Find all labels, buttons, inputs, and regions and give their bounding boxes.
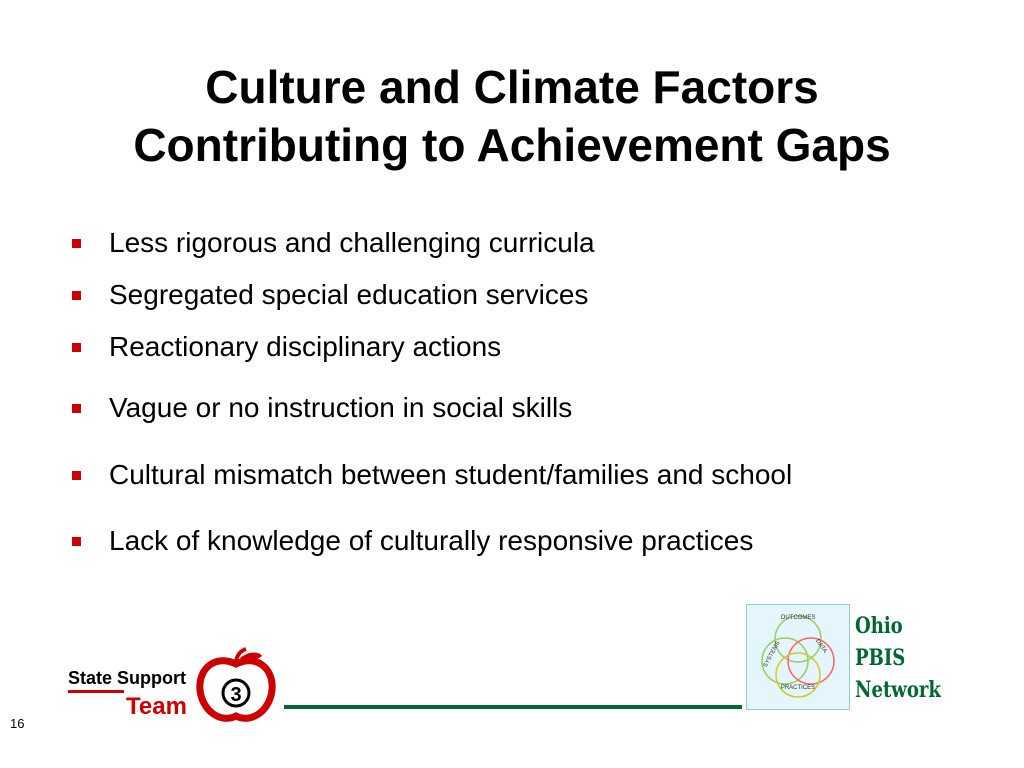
sst-logo-number: 3: [230, 684, 242, 706]
state-support-team-logo: [66, 646, 286, 724]
venn-label-systems: SYSTEMS: [762, 640, 782, 669]
bullet-text: Vague or no instruction in social skills: [109, 392, 573, 423]
sst-logo-line-1: State Support: [68, 668, 187, 688]
pbis-venn-logo: [746, 604, 850, 710]
sst-logo-line-2: Team: [126, 693, 187, 720]
venn-label-practices: PRACTICES: [780, 685, 816, 691]
square-bullet-icon: [72, 291, 81, 300]
venn-label-data: DATA: [814, 638, 828, 655]
slide-title-line-2: Contributing to Achievement Gaps: [133, 119, 891, 171]
sst-logo-bar: [68, 690, 124, 693]
square-bullet-icon: [72, 239, 81, 248]
bullet-text: Lack of knowledge of culturally responsive practices: [109, 525, 754, 556]
slide-page-number: 16: [10, 716, 25, 731]
bullet-text: Reactionary disciplinary actions: [109, 331, 502, 362]
venn-diagram-icon: [747, 605, 849, 709]
pbis-name-line-3: Network: [855, 677, 941, 703]
bullet-text: Cultural mismatch between student/families and school: [109, 459, 793, 490]
pbis-name-line-1: Ohio: [855, 613, 903, 639]
square-bullet-icon: [72, 343, 81, 352]
venn-label-outcomes: OUTCOMES: [780, 615, 816, 621]
bullet-text: Less rigorous and challenging curricula: [109, 227, 595, 258]
slide-title-line-1: Culture and Climate Factors: [205, 61, 819, 113]
footer-divider-line: [284, 705, 742, 709]
square-bullet-icon: [72, 537, 81, 546]
slide-title: [0, 58, 1024, 174]
square-bullet-icon: [72, 404, 81, 413]
square-bullet-icon: [72, 471, 81, 480]
bullet-text: Segregated special education services: [109, 279, 589, 310]
ohio-pbis-network-name: [855, 610, 960, 706]
pbis-name-line-2: PBIS: [855, 645, 906, 671]
